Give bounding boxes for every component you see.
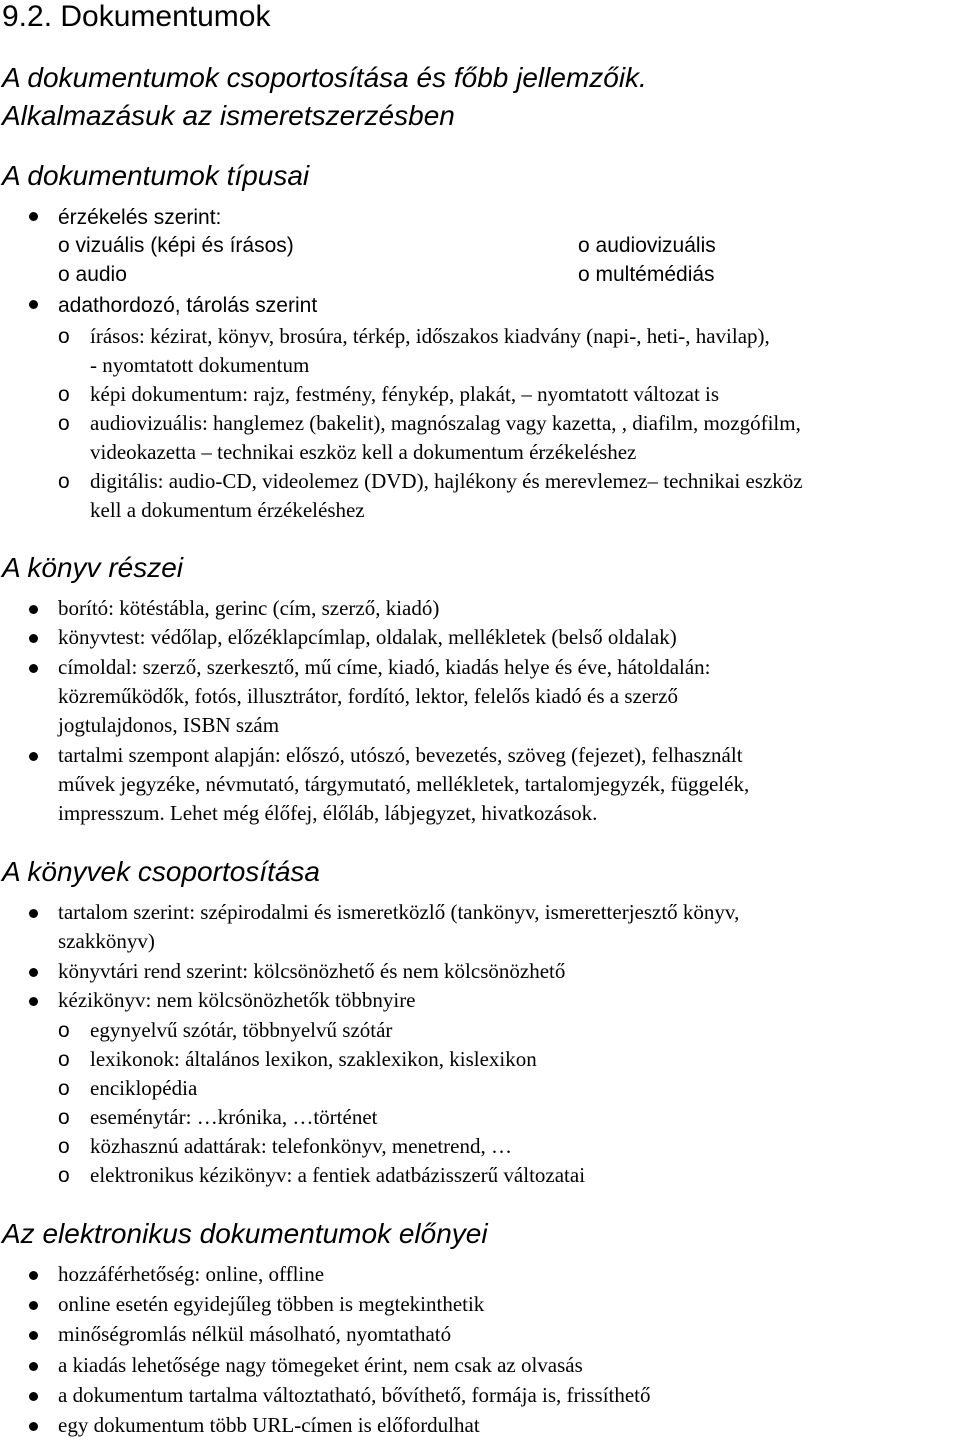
book-group-content-line-2: szakkönyv) [58,929,155,953]
carrier-digital-line-1: digitális: audio-CD, videolemez (DVD), hajlékony és merevlemez– technikai eszköz [90,469,803,493]
bullet-icon [29,752,38,761]
electronic-item: online esetén egyidejűleg többen is megtekinthetik [58,1292,485,1316]
book-group-library: könyvtári rend szerint: kölcsönözhető és nem kölcsönözhető [58,959,566,983]
sub-marker: o [58,470,70,493]
type-visual: o vizuális (képi és írásos) [58,234,294,257]
book-part-body: könyvtest: védőlap, előzéklapcímlap, oldalak, mellékletek (belső oldalak) [58,625,677,649]
carrier-digital-line-2: kell a dokumentum érzékeléshez [90,498,365,522]
bullet-icon [29,1301,38,1310]
section-heading-book-parts: A könyv részei [2,552,184,583]
bullet-icon [29,1271,38,1280]
handbook-sub-item: elektronikus kézikönyv: a fentiek adatbázisszerű változatai [90,1163,586,1187]
electronic-item: minőségromlás nélkül másolható, nyomtatható [58,1322,452,1346]
carrier-label: adathordozó, tárolás szerint [58,294,318,317]
page-title: 9.2. Dokumentumok [2,0,271,33]
handbook-sub-item: egynyelvű szótár, többnyelvű szótár [90,1018,393,1042]
book-part-content-line-2: művek jegyzéke, névmutató, tárgymutató, mellékletek, tartalomjegyzék, függelék, [58,772,750,796]
subtitle-line-2: Alkalmazásuk az ismeretszerzésben [2,100,455,131]
bullet-icon [29,1422,38,1431]
book-part-content-line-3: impresszum. Lehet még élőfej, élőláb, lábjegyzet, hivatkozások. [58,801,598,825]
handbook-sub-item: lexikonok: általános lexikon, szaklexikon, kislexikon [90,1047,537,1071]
section-heading-book-groups: A könyvek csoportosítása [2,856,321,887]
bullet-icon [29,1331,38,1340]
bullet-icon [29,997,38,1006]
carrier-written-line-1: írásos: kézirat, könyv, brosúra, térkép, időszakos kiadvány (napi-, heti-, havilap), [90,324,770,348]
book-part-content-line-1: tartalmi szempont alapján: előszó, utószó, bevezetés, szöveg (fejezet), felhasznált [58,743,743,767]
sub-marker: o [58,1048,70,1071]
sub-marker: o [58,412,70,435]
book-part-title-page-line-1: címoldal: szerző, szerkesztő, mű címe, kiadó, kiadás helye és éve, hátoldalán: [58,655,711,679]
subtitle-line-1: A dokumentumok csoportosítása és főbb jellemzőik. [2,62,647,93]
book-group-content-line-1: tartalom szerint: szépirodalmi és ismeretközlő (tankönyv, ismeretterjesztő könyv, [58,900,740,924]
bullet-icon [29,1362,38,1371]
electronic-item: a dokumentum tartalma változtatható, bővíthető, formája is, frissíthető [58,1383,651,1407]
perception-label: érzékelés szerint: [58,206,222,229]
bullet-icon [29,968,38,977]
handbook-sub-item: enciklopédia [90,1076,198,1100]
type-audio: o audio [58,263,127,286]
handbook-sub-item: közhasznú adattárak: telefonkönyv, menetrend, … [90,1134,512,1158]
sub-marker: o [58,1106,70,1129]
book-part-title-page-line-3: jogtulajdonos, ISBN szám [58,713,280,737]
carrier-written-line-2: - nyomtatott dokumentum [90,353,310,377]
sub-marker: o [58,383,70,406]
sub-marker: o [58,1077,70,1100]
book-part-title-page-line-2: közreműködők, fotós, illusztrátor, fordító, lektor, felelős kiadó és a szerző [58,684,678,708]
bullet-icon [29,212,38,221]
book-part-cover: borító: kötéstábla, gerinc (cím, szerző, kiadó) [58,596,440,620]
carrier-image: képi dokumentum: rajz, festmény, fénykép, plakát, – nyomtatott változat is [90,382,720,406]
book-group-handbook: kézikönyv: nem kölcsönözhetők többnyire [58,988,416,1012]
sub-marker: o [58,1019,70,1042]
sub-marker: o [58,1164,70,1187]
type-audiovisual: o audiovizuális [578,234,716,257]
electronic-item: egy dokumentum több URL-címen is előfordulhat [58,1413,480,1437]
electronic-item: a kiadás lehetősége nagy tömegeket érint, nem csak az olvasás [58,1353,583,1377]
bullet-icon [29,634,38,643]
electronic-item: hozzáférhetőség: online, offline [58,1262,325,1286]
bullet-icon [29,664,38,673]
carrier-av-line-1: audiovizuális: hanglemez (bakelit), magnószalag vagy kazetta, , diafilm, mozgófilm, [90,411,801,435]
bullet-icon [29,1392,38,1401]
bullet-icon [29,300,38,309]
bullet-icon [29,909,38,918]
sub-marker: o [58,1135,70,1158]
type-multimedia: o multémédiás [578,263,715,286]
section-heading-types: A dokumentumok típusai [2,160,310,191]
handbook-sub-item: eseménytár: …krónika, …történet [90,1105,378,1129]
carrier-av-line-2: videokazetta – technikai eszköz kell a dokumentum érzékeléshez [90,440,637,464]
section-heading-electronic: Az elektronikus dokumentumok előnyei [2,1218,488,1249]
sub-marker: o [58,325,70,348]
bullet-icon [29,605,38,614]
